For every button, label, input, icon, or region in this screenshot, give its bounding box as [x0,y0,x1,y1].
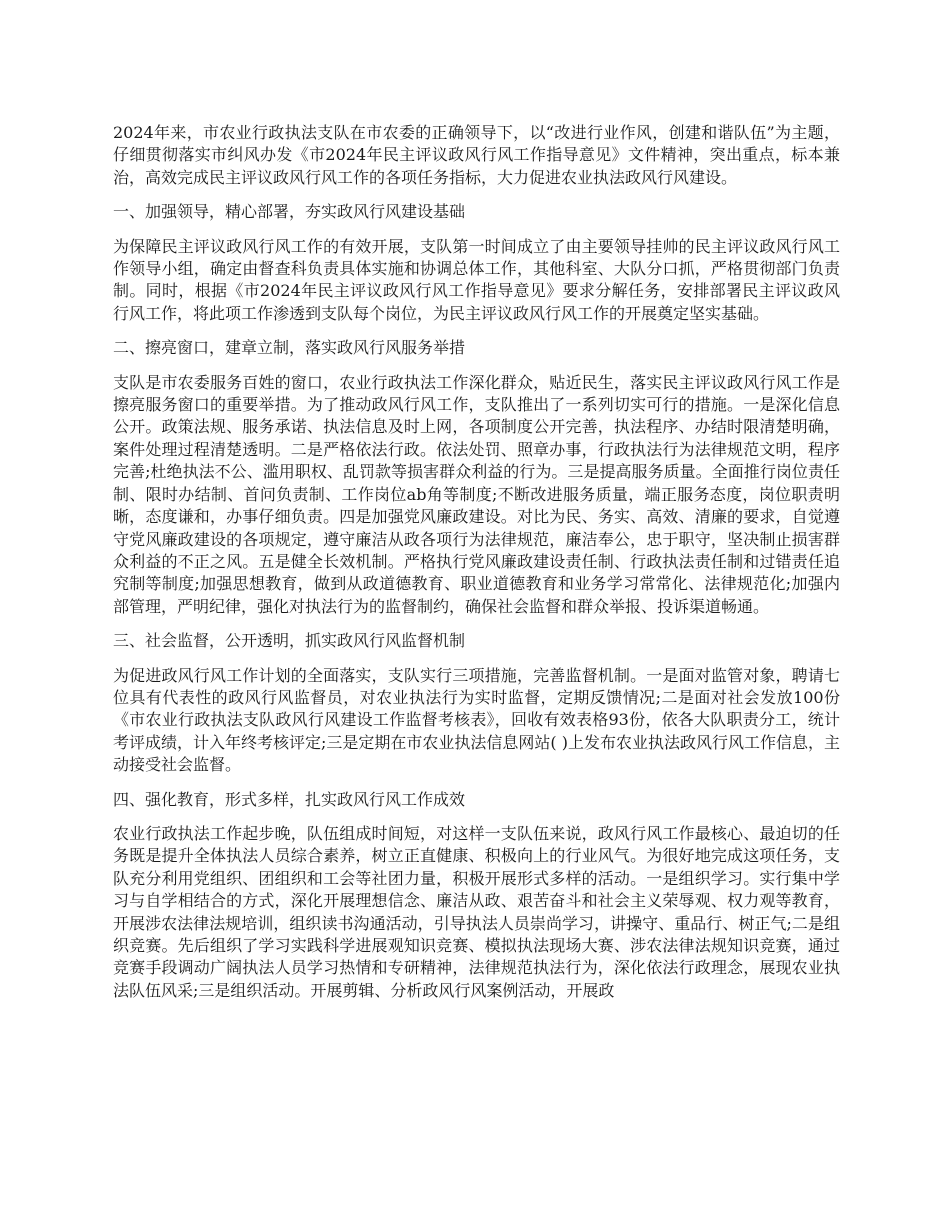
section-heading-1: 一、加强领导，精心部署，夯实政风行风建设基础 [113,202,466,222]
section-heading-3: 三、社会监督，公开透明，抓实政风行风监督机制 [113,631,466,651]
section-body-2: 支队是市农委服务百姓的窗口，农业行政执法工作深化群众，贴近民生，落实民主评议政风行风工作是擦亮服务窗口的重要举措。为了推动政风行风工作，支队推出了一系列切实可行的措施。一是深化信息公开。政策法规、服务承诺、执法信息及时上网，各项制度公开完善，执法程序、办结时限清楚明确，案件处理过程清楚透明。二是严格依法行政。依法处罚、照章办事，行政执法行为法律规范文明，程序完善;杜绝执法不公、滥用职权、乱罚款等损害群众利益的行为。三是提高服务质量。全面推行岗位责任制、限时办结制、首问负责制、工作岗位ab角等制度;不断改进服务质量，端正服务态度，岗位职责明晰，态度谦和，办事仔细负责。四是加强党风廉政建设。对比为民、务实、高效、清廉的要求，自觉遵守党风廉政建设的各项规定，遵守廉洁从政各项行为法律规范，廉洁奉公，忠于职守，坚决制止损害群众利益的不正之风。五是健全长效机制。严格执行党风廉政建设责任制、行政执法责任制和过错责任追究制等制度;加强思想教育，做到从政道德教育、职业道德教育和业务学习常常化、法律规范化;加强内部管理，严明纪律，强化对执法行为的监督制约，确保社会监督和群众举报、投诉渠道畅通。 [113,372,840,616]
intro-paragraph: 2024年来，市农业行政执法支队在市农委的正确领导下，以“改进行业作风，创建和谐队伍”为主题，仔细贯彻落实市纠风办发《市2024年民主评议政风行风工作指导意见》文件精神，突出重点，标本兼治，高效完成民主评议政风行风工作的各项任务指标，大力促进农业执法政风行风建设。 [113,123,840,187]
document-page [113,122,840,1014]
section-body-4: 农业行政执法工作起步晚，队伍组成时间短，对这样一支队伍来说，政风行风工作最核心、最迫切的任务既是提升全体执法人员综合素养，树立正直健康、积极向上的行业风气。为很好地完成这项任务，支队充分利用党组织、团组织和工会等社团力量，积极开展形式多样的活动。一是组织学习。实行集中学习与自学相结合的方式，深化开展理想信念、廉洁从政、艰苦奋斗和社会主义荣辱观、权力观等教育，开展涉农法律法规培训，组织读书沟通活动，引导执法人员崇尚学习，讲操守、重品行、树正气;二是组织竞赛。先后组织了学习实践科学进展观知识竞赛、模拟执法现场大赛、涉农法律法规知识竞赛，通过竞赛手段调动广阔执法人员学习热情和专研精神，法律规范执法行为，深化依法行政理念，展现农业执法队伍风采;三是组织活动。开展剪辑、分析政风行风案例活动，开展政 [113,823,840,1000]
section-body-3: 为促进政风行风工作计划的全面落实，支队实行三项措施，完善监督机制。一是面对监管对象，聘请七位具有代表性的政风行风监督员，对农业执法行为实时监督，定期反馈情况;二是面对社会发放100份《市农业行政执法支队政风行风建设工作监督考核表》，回收有效表格93份，依各大队职责分工，统计考评成绩，计入年终考核评定;三是定期在市农业执法信息网站( )上发布农业执法政风行风工作信息，主动接受社会监督。 [113,665,840,775]
section-body-1: 为保障民主评议政风行风工作的有效开展，支队第一时间成立了由主要领导挂帅的民主评议政风行风工作领导小组，确定由督查科负责具体实施和协调总体工作，其他科室、大队分口抓，严格贯彻部门负责制。同时，根据《市2024年民主评议政风行风工作指导意见》要求分解任务，安排部署民主评议政风行风工作，将此项工作渗透到支队每个岗位，为民主评议政风行风工作的开展奠定坚实基础。 [113,236,840,323]
section-heading-4: 四、强化教育，形式多样，扎实政风行风工作成效 [113,789,466,809]
section-heading-2: 二、擦亮窗口，建章立制，落实政风行风服务举措 [113,338,466,358]
